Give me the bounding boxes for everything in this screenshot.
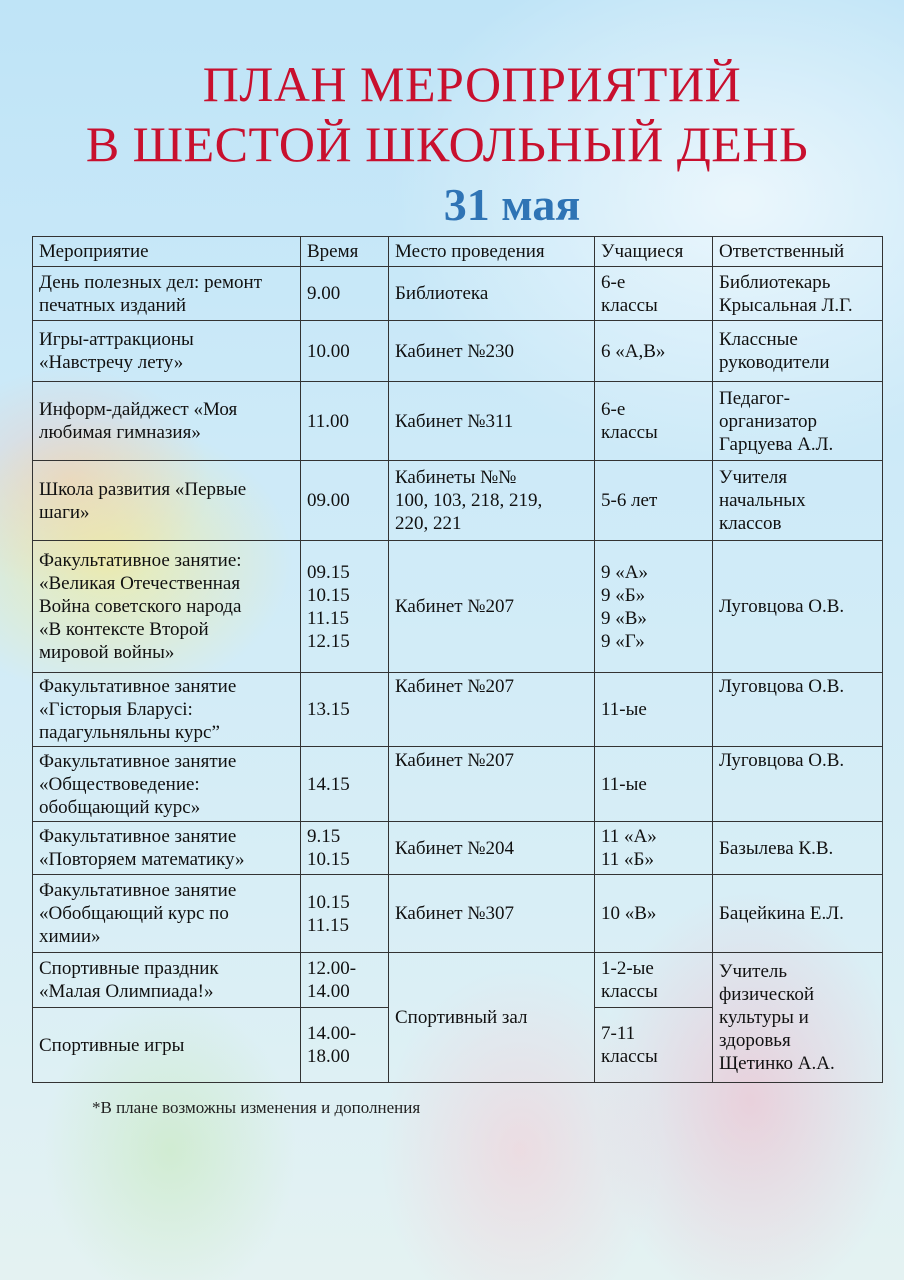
cell-time: 14.00- 18.00 [301,1008,389,1083]
date-heading: 31 мая [443,179,581,230]
cell-responsible: Луговцова О.В. [713,673,883,747]
cell-time: 9.15 10.15 [301,822,389,875]
cell-time: 10.00 [301,321,389,382]
cell-time: 14.15 [301,747,389,822]
cell-responsible: Луговцова О.В. [713,747,883,822]
cell-responsible: Библиотекарь Крысальная Л.Г. [713,267,883,321]
cell-place: Кабинет №230 [389,321,595,382]
title-line-2: В ШЕСТОЙ ШКОЛЬНЫЙ ДЕНЬ [85,116,809,172]
cell-place: Кабинет №307 [389,875,595,953]
cell-place: Кабинеты №№ 100, 103, 218, 219, 220, 221 [389,461,595,541]
cell-place: Кабинет №207 [389,673,595,747]
cell-event: Информ-дайджест «Моя любимая гимназия» [33,382,301,461]
cell-responsible: Луговцова О.В. [713,541,883,673]
cell-students: 7-11 классы [595,1008,713,1083]
events-table [32,236,883,1083]
cell-event: Факультативное занятие «Повторяем математику» [33,822,301,875]
cell-students: 9 «А» 9 «Б» 9 «В» 9 «Г» [595,541,713,673]
cell-students: 10 «В» [595,875,713,953]
cell-time: 11.00 [301,382,389,461]
cell-responsible: Учитель физической культуры и здоровья Щетинко А.А. [713,953,883,1083]
cell-event: Факультативное занятие «Обществоведение: обобщающий курс» [33,747,301,822]
cell-place: Кабинет №207 [389,541,595,673]
cell-event: Факультативное занятие «Гісторыя Бларусі: падагульняльны курс” [33,673,301,747]
cell-students: 11 «А» 11 «Б» [595,822,713,875]
table-row [33,541,883,673]
cell-responsible: Базылева К.В. [713,822,883,875]
cell-students: 11-ые [595,673,713,747]
cell-event: Школа развития «Первые шаги» [33,461,301,541]
table-row [33,953,883,1008]
table-row [33,673,883,747]
cell-event: Факультативное занятие: «Великая Отечественная Война советского народа «В контексте Второй мировой войны» [33,541,301,673]
cell-students: 1-2-ые классы [595,953,713,1008]
cell-students: 11-ые [595,747,713,822]
cell-students: 6-е классы [595,267,713,321]
table-row [33,382,883,461]
cell-responsible: Бацейкина Е.Л. [713,875,883,953]
cell-responsible: Классные руководители [713,321,883,382]
table-row [33,461,883,541]
cell-students: 5-6 лет [595,461,713,541]
header-students: Учащиеся [595,237,713,267]
cell-event: Факультативное занятие «Обобщающий курс по химии» [33,875,301,953]
table-row [33,822,883,875]
cell-event: Спортивные игры [33,1008,301,1083]
cell-place: Кабинет №311 [389,382,595,461]
cell-time: 09.15 10.15 11.15 12.15 [301,541,389,673]
cell-time: 10.15 11.15 [301,875,389,953]
table-row [33,321,883,382]
cell-place: Библиотека [389,267,595,321]
cell-time: 13.15 [301,673,389,747]
cell-time: 9.00 [301,267,389,321]
header-place: Место проведения [389,237,595,267]
header-time: Время [301,237,389,267]
cell-event: День полезных дел: ремонт печатных изданий [33,267,301,321]
cell-responsible: Педагог- организатор Гарцуева А.Л. [713,382,883,461]
cell-responsible: Учителя начальных классов [713,461,883,541]
table-row [33,875,883,953]
cell-time: 12.00- 14.00 [301,953,389,1008]
cell-time: 09.00 [301,461,389,541]
cell-place: Спортивный зал [389,953,595,1083]
table-header-row [33,237,883,267]
cell-event: Игры-аттракционы «Навстречу лету» [33,321,301,382]
header-event: Мероприятие [33,237,301,267]
table-row [33,267,883,321]
table-row [33,747,883,822]
footnote: *В плане возможны изменения и дополнения [92,1098,421,1117]
header-responsible: Ответственный [713,237,883,267]
cell-place: Кабинет №207 [389,747,595,822]
cell-students: 6-е классы [595,382,713,461]
cell-place: Кабинет №204 [389,822,595,875]
cell-students: 6 «А,В» [595,321,713,382]
title-line-1: ПЛАН МЕРОПРИЯТИЙ [202,56,742,112]
cell-event: Спортивные праздник «Малая Олимпиада!» [33,953,301,1008]
